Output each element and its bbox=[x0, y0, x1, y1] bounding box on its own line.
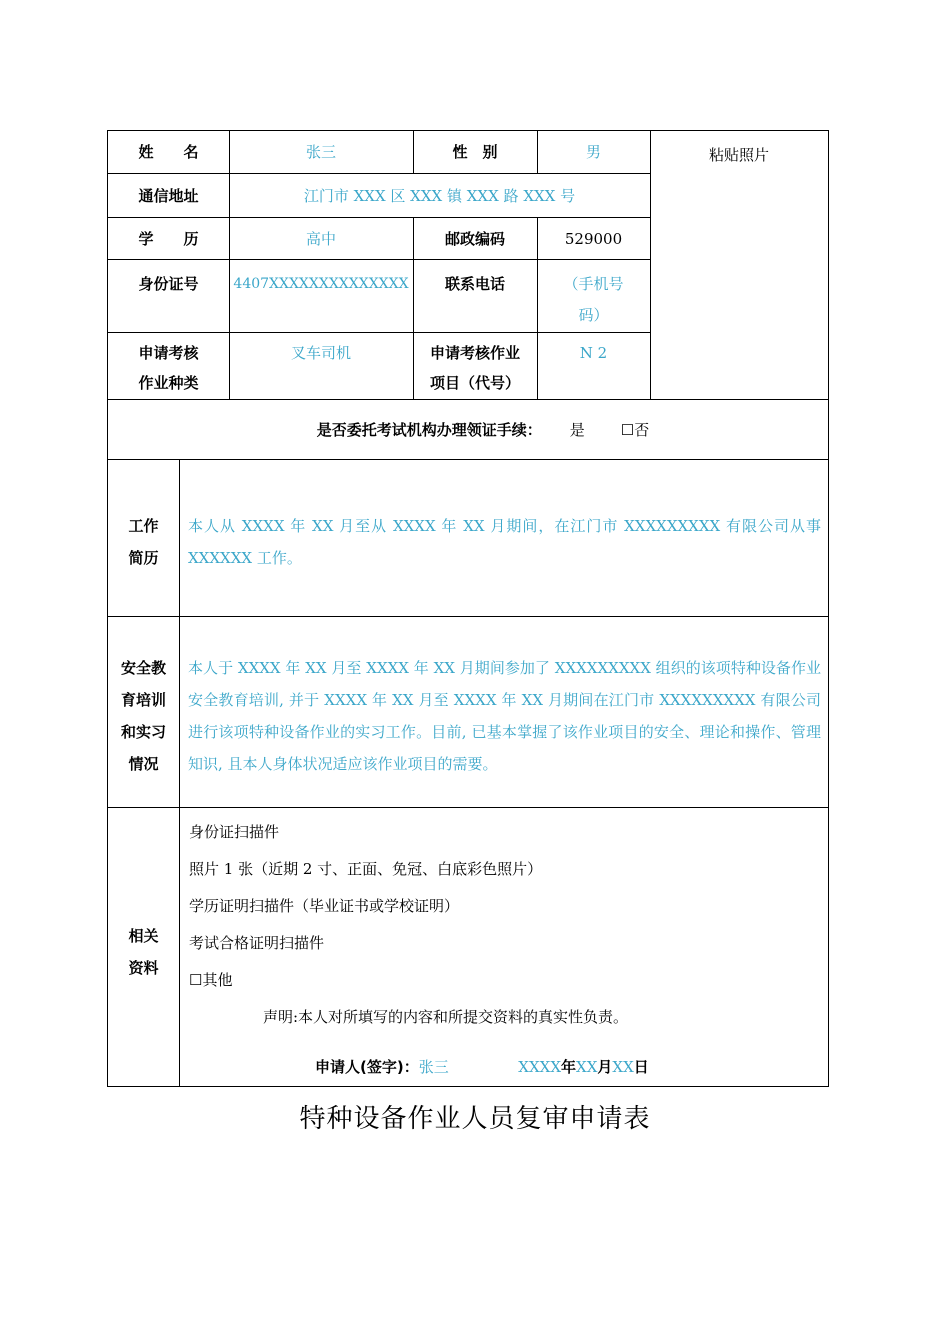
date-year-unit: 年 bbox=[561, 1058, 577, 1076]
phone-label: 联系电话 bbox=[444, 275, 505, 293]
education-label: 学 历 bbox=[138, 229, 199, 248]
job-type-label-line2: 作业种类 bbox=[138, 374, 199, 392]
postcode-value: 529000 bbox=[564, 229, 623, 248]
material-item: 照片 1 张（近期 2 寸、正面、免冠、白底彩色照片） bbox=[189, 860, 543, 878]
postcode-label: 邮政编码 bbox=[444, 229, 505, 248]
training-label-line2: 育培训 bbox=[120, 691, 166, 709]
work-label bbox=[108, 510, 179, 574]
job-item-label bbox=[413, 338, 537, 398]
photo-placeholder: 粘贴照片 bbox=[708, 146, 769, 164]
entrust-row bbox=[108, 400, 828, 459]
materials-label bbox=[108, 920, 179, 984]
job-item-label-line2: 项目（代号） bbox=[429, 374, 520, 392]
entrust-no-checkbox[interactable]: ☐否 bbox=[620, 420, 650, 439]
name-label: 姓 名 bbox=[138, 143, 199, 161]
phone-value bbox=[537, 269, 650, 331]
gender-label: 性 别 bbox=[452, 143, 498, 161]
materials-label-line2: 资料 bbox=[128, 959, 159, 977]
name-value: 张三 bbox=[305, 143, 336, 161]
id-value: 4407XXXXXXXXXXXXXX bbox=[233, 276, 409, 292]
job-type-label-line1: 申请考核 bbox=[138, 344, 199, 362]
gender-value: 男 bbox=[585, 143, 601, 161]
materials-label-line1: 相关 bbox=[128, 927, 159, 945]
material-item: 身份证扫描件 bbox=[189, 823, 280, 841]
work-text: 本人从 XXXX 年 XX 月至从 XXXX 年 XX 月期间，在江门市 XXXXXXXXX 有限公司从事 XXXXXX 工作。 bbox=[188, 517, 821, 567]
page-title: 特种设备作业人员复审申请表 bbox=[299, 1104, 651, 1134]
date-year: XXXX bbox=[518, 1058, 562, 1076]
training-label bbox=[108, 652, 179, 780]
training-text: 本人于 XXXX 年 XX 月至 XXXX 年 XX 月期间参加了 XXXXXXXXX 组织的该项特种设备作业安全教育培训, 并于 XXXX 年 XX 月至 XXXX 年 XX 月期间在江门市 XXXXXXXXX 有限公司进行该项特种设备作业的实习工作。目前, 已基本掌握了该作业项目的安全、理论和操作、管理知识, 且本人身体状况适应该作业项目的需要。 bbox=[188, 659, 821, 773]
material-item: 学历证明扫描件（毕业证书或学校证明） bbox=[189, 897, 460, 915]
date-month: XX bbox=[576, 1058, 598, 1076]
job-type-value: 叉车司机 bbox=[290, 344, 351, 362]
declaration: 声明:本人对所填写的内容和所提交资料的真实性负责。 bbox=[263, 1008, 629, 1026]
material-item: 考试合格证明扫描件 bbox=[189, 934, 325, 952]
applicant-value: 张三 bbox=[418, 1058, 449, 1076]
id-label: 身份证号 bbox=[138, 275, 199, 293]
phone-value-line2: 码） bbox=[578, 306, 609, 324]
phone-value-line1: （手机号 bbox=[563, 275, 624, 293]
training-label-line3: 和实习 bbox=[120, 723, 166, 741]
date-day: XX bbox=[612, 1058, 634, 1076]
other-checkbox[interactable]: ☐其他 bbox=[189, 971, 233, 989]
address-label: 通信地址 bbox=[138, 186, 199, 205]
training-label-line4: 情况 bbox=[128, 755, 159, 773]
date-month-unit: 月 bbox=[597, 1058, 613, 1076]
entrust-question: 是否委托考试机构办理领证手续： bbox=[316, 420, 542, 439]
job-item-label-line1: 申请考核作业 bbox=[429, 344, 520, 362]
applicant-label: 申请人(签字)： bbox=[315, 1058, 419, 1076]
date-day-unit: 日 bbox=[633, 1058, 649, 1076]
address-value: 江门市 XXX 区 XXX 镇 XXX 路 XXX 号 bbox=[303, 186, 576, 205]
application-form bbox=[107, 130, 829, 1087]
job-item-value: N 2 bbox=[579, 344, 608, 362]
work-label-line1: 工作 bbox=[128, 517, 159, 535]
training-label-line1: 安全教 bbox=[120, 659, 166, 677]
entrust-yes-option[interactable]: 是 bbox=[569, 420, 585, 439]
education-value: 高中 bbox=[305, 229, 336, 248]
signature-line bbox=[315, 1056, 649, 1077]
job-type-label bbox=[108, 338, 229, 398]
work-label-line2: 简历 bbox=[128, 549, 159, 567]
materials-list bbox=[189, 820, 542, 1005]
